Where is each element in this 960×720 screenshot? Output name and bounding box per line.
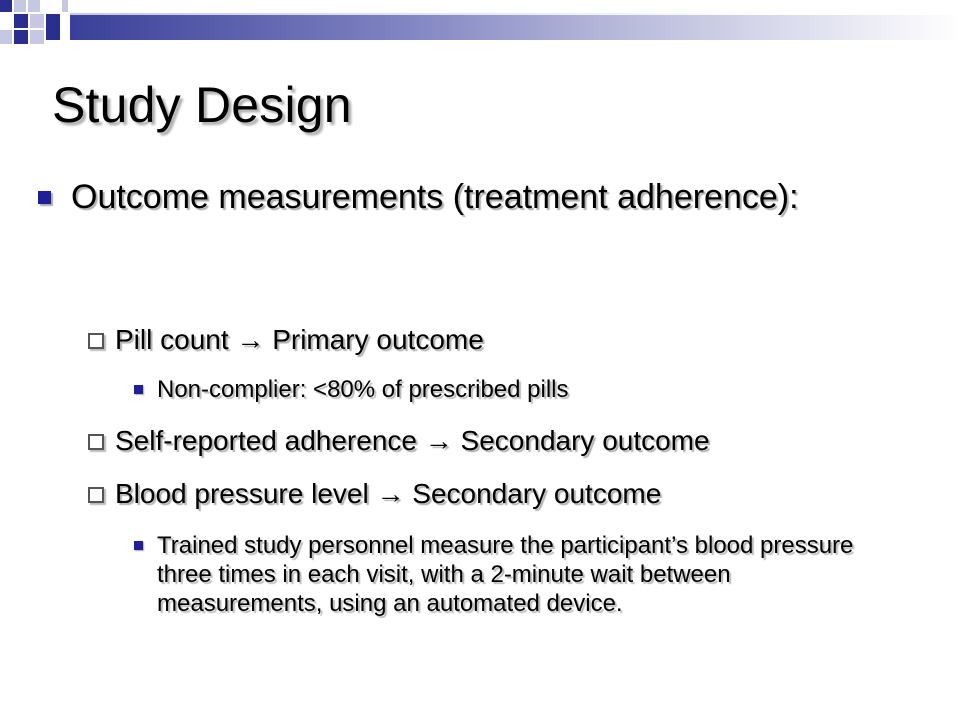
sub-item-text: Non-complier: <80% of prescribed pills	[157, 376, 569, 403]
item-outcome: Secondary outcome	[460, 425, 710, 456]
item-label: Blood pressure level	[115, 478, 369, 509]
hollow-square-bullet-icon	[88, 333, 104, 349]
item-label: Self-reported adherence	[115, 425, 417, 456]
decor-square	[62, 0, 68, 12]
item-pill-count	[88, 323, 908, 357]
decor-square	[0, 0, 12, 12]
hollow-square-bullet-icon	[88, 434, 104, 450]
item-text	[88, 424, 908, 458]
item-label: Pill count	[115, 324, 229, 355]
header-band	[0, 0, 960, 50]
decor-square	[14, 14, 28, 28]
header-bar	[70, 15, 960, 40]
sub-item-non-complier	[134, 375, 874, 404]
hollow-square-bullet-icon	[88, 487, 104, 503]
arrow-right-icon: →	[236, 324, 265, 355]
decor-square	[28, 0, 40, 12]
decor-square	[30, 30, 44, 44]
square-bullet-icon	[134, 541, 143, 550]
slide-title: Study Design	[52, 77, 352, 133]
bullet-outcome-measurements	[38, 175, 888, 219]
sub-item-bp-measurement	[134, 531, 874, 618]
arrow-right-icon: →	[424, 425, 453, 456]
decor-square	[14, 30, 28, 44]
item-outcome: Primary outcome	[272, 324, 484, 355]
square-bullet-icon	[38, 191, 51, 204]
bullet-text: Outcome measurements (treatment adherence):	[71, 178, 799, 216]
item-text	[88, 323, 908, 357]
item-self-reported-adherence	[88, 424, 908, 458]
sub-item-text: Trained study personnel measure the participant’s blood pressure three times in each visit, with a 2-minute wait between measurements, using an automated device.	[157, 532, 854, 617]
square-bullet-icon	[134, 385, 143, 394]
decor-square	[30, 14, 44, 28]
arrow-right-icon: →	[376, 478, 405, 509]
item-blood-pressure-level	[88, 477, 908, 511]
decor-square	[46, 14, 60, 40]
decor-square	[14, 0, 26, 12]
item-outcome: Secondary outcome	[412, 478, 662, 509]
item-text	[88, 477, 908, 511]
decor-square	[0, 30, 12, 44]
